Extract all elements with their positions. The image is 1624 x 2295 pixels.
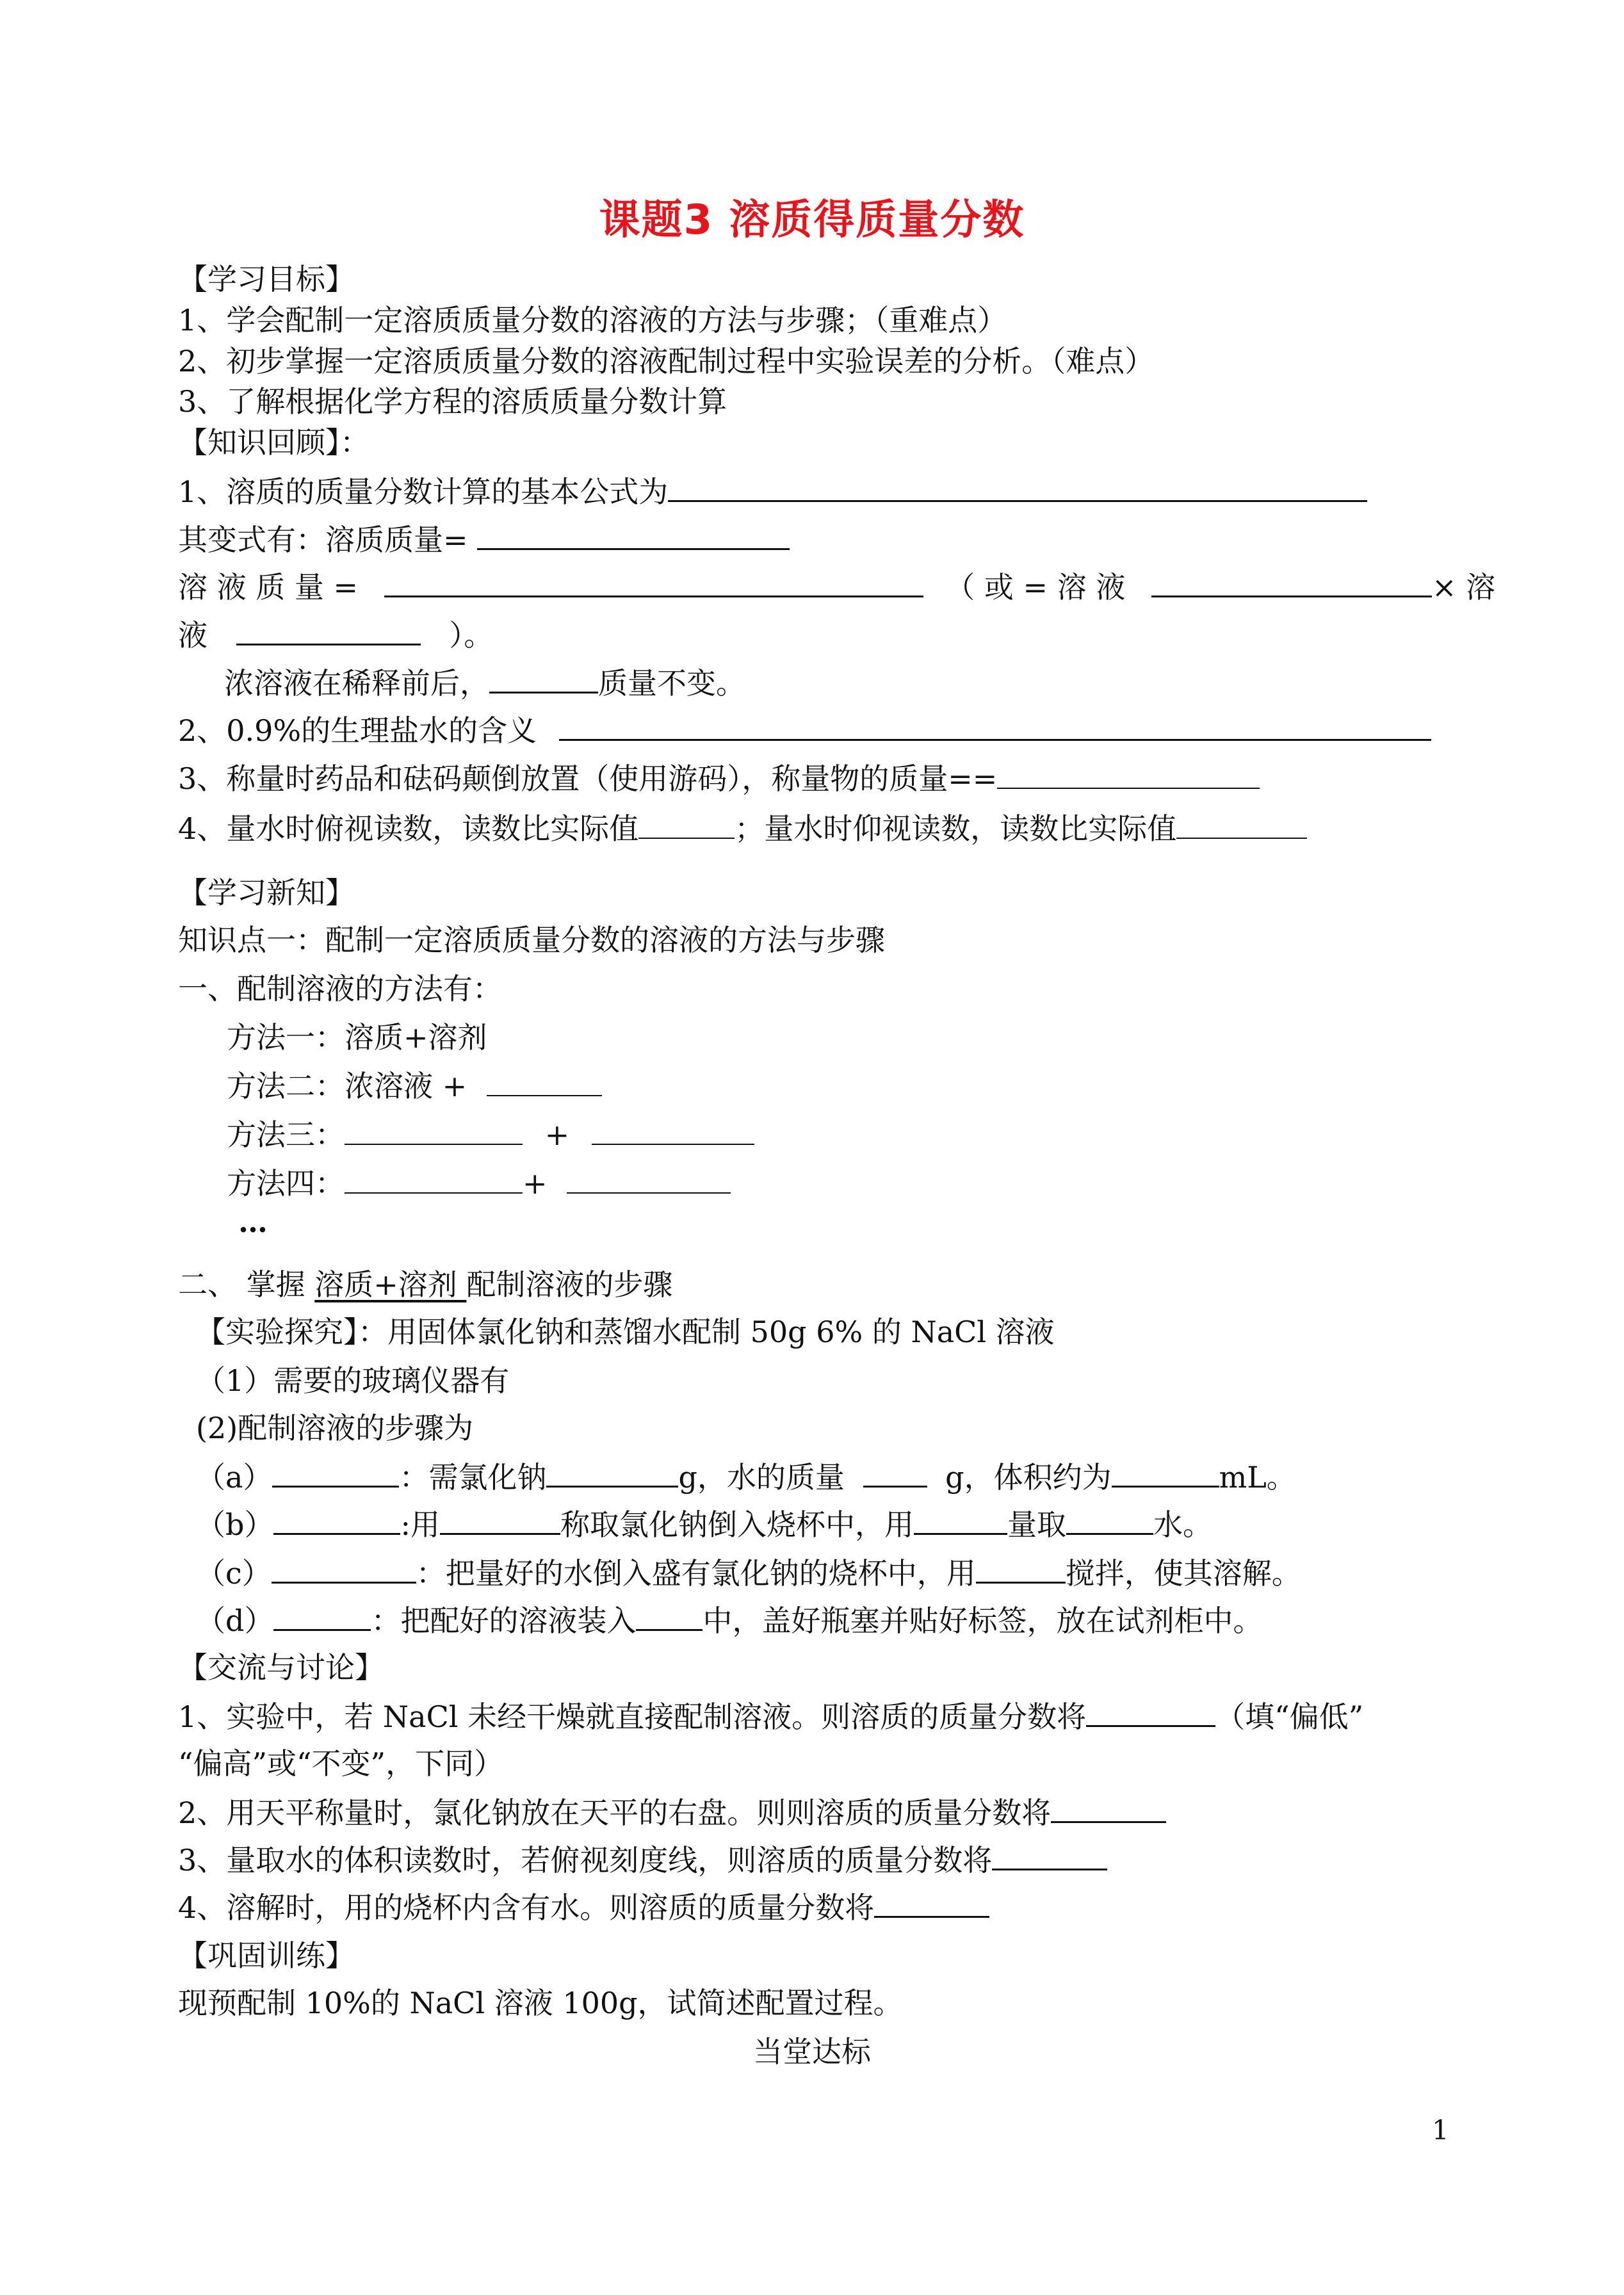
stir-tool-blank[interactable]: [976, 1553, 1066, 1584]
step-b-label: （b）: [196, 1507, 274, 1542]
mass-blank[interactable]: [997, 759, 1260, 789]
discussion-q3-text: 3、量取水的体积读数时，若俯视刻度线，则溶质的质量分数将: [178, 1843, 993, 1877]
review-liquid: [178, 615, 493, 654]
goal-item-2: 2、初步掌握一定溶质质量分数的溶液配制过程中实验误差的分析。（难点）: [178, 344, 1155, 378]
ellipsis: …: [238, 1204, 268, 1239]
formula-blank[interactable]: [668, 472, 1367, 502]
method-4-blank-a[interactable]: [345, 1164, 523, 1194]
step-d-label: （d）: [196, 1603, 274, 1638]
step-d-text: ：把配好的溶液装入: [371, 1603, 637, 1638]
step-d-blank[interactable]: [273, 1601, 371, 1631]
water-volume-blank[interactable]: [1112, 1457, 1219, 1488]
discussion-q2-text: 2、用天平称量时，氯化钠放在天平的右盘。则则溶质的质量分数将: [178, 1796, 1052, 1830]
fraction-blank[interactable]: [236, 615, 421, 645]
discussion-q4-text: 4、溶解时，用的烧杯内含有水。则溶质的质量分数将: [178, 1890, 875, 1925]
method-3-blank-a[interactable]: [345, 1115, 523, 1145]
method-1: 方法一：溶质+溶剂: [227, 1020, 487, 1055]
practice-heading: 【巩固训练】: [178, 1938, 355, 1973]
step-c-text: ：把量好的水倒入盛有氯化钠的烧杯中，用: [416, 1556, 976, 1591]
part2-underlined: 溶质+溶剂: [314, 1267, 467, 1302]
nacl-mass-blank[interactable]: [546, 1457, 678, 1488]
dilute-text: 浓溶液在稀释前后，: [224, 666, 489, 701]
solution-mass-text: 溶 液 质 量 =: [178, 570, 359, 604]
step-b-measure: 量取: [1007, 1507, 1066, 1542]
step-d-end: 中，盖好瓶塞并贴好标签，放在试剂柜中。: [702, 1603, 1263, 1638]
method-3-text: 方法三：: [227, 1117, 345, 1152]
method-2: [227, 1067, 602, 1105]
variant-text: 其变式有：溶质质量=: [178, 523, 468, 557]
review-q2-text: 2、0.9%的生理盐水的含义: [178, 713, 537, 748]
review-q2: [178, 711, 1431, 750]
discussion-q2-blank[interactable]: [1051, 1793, 1166, 1823]
step-c-label: （c）: [196, 1556, 272, 1591]
review-heading: 【知识回顾】：: [178, 425, 369, 460]
discussion-q4: [178, 1888, 989, 1927]
step-b-blank[interactable]: [273, 1505, 400, 1535]
discussion-q1: [178, 1697, 1363, 1736]
review-q3-text: 3、称量时药品和砝码颠倒放置（使用游码），称量物的质量==: [178, 761, 998, 796]
part2-prefix: 二、 掌握: [178, 1267, 315, 1302]
discussion-q1-blank[interactable]: [1086, 1697, 1215, 1727]
step-2-text: (2)配制溶液的步骤为: [196, 1411, 474, 1445]
method-3-plus: +: [544, 1117, 570, 1152]
dilute-after: 质量不变。: [598, 666, 745, 701]
footer-heading: 当堂达标: [753, 2034, 871, 2069]
review-q1: [178, 472, 1367, 511]
methods-title: 一、配制溶液的方法有：: [178, 971, 502, 1006]
discussion-q1-text: 1、实验中，若 NaCl 未经干燥就直接配制溶液。则溶质的质量分数将: [178, 1699, 1087, 1734]
look-up-blank[interactable]: [1176, 809, 1307, 839]
container-blank[interactable]: [636, 1601, 702, 1631]
review-q4b-text: ；量水时仰视读数，读数比实际值: [735, 811, 1177, 846]
solution-mass-blank[interactable]: [384, 567, 923, 597]
solution-blank[interactable]: [1151, 567, 1432, 597]
part2-title: [178, 1265, 672, 1304]
discussion-q3-blank[interactable]: [992, 1840, 1107, 1870]
step-a-unit: mL。: [1219, 1460, 1296, 1495]
step-c-end: 搅拌，使其溶解。: [1065, 1556, 1301, 1591]
discussion-q2: [178, 1793, 1166, 1832]
review-q3: [178, 759, 1260, 798]
review-dilute: [224, 663, 745, 702]
step-d: [196, 1601, 1262, 1640]
solute-mass-blank[interactable]: [477, 520, 790, 550]
goal-item-1: 1、学会配制一定溶质质量分数的溶液的方法与步骤；（重难点）: [178, 303, 1007, 337]
review-variant: [178, 520, 790, 559]
practice-question: 现预配制 10%的 NaCl 溶液 100g，试简述配置过程。: [178, 1986, 903, 2020]
dilute-blank[interactable]: [489, 663, 598, 693]
method-4-blank-b[interactable]: [567, 1164, 731, 1194]
method-3-blank-b[interactable]: [592, 1115, 754, 1145]
review-q1-text: 1、溶质的质量分数计算的基本公式为: [178, 474, 669, 509]
method-4-text: 方法四：: [227, 1166, 345, 1201]
review-q4: [178, 809, 1307, 848]
page-title: 课题3 溶质得质量分数: [599, 197, 1025, 244]
step-b: [196, 1505, 1212, 1544]
new-heading: 【学习新知】: [178, 875, 355, 910]
discussion-heading: 【交流与讨论】: [178, 1650, 384, 1685]
method-4-plus: +: [523, 1166, 548, 1201]
close-paren: ）。: [449, 618, 494, 653]
step-c: [196, 1553, 1301, 1593]
review-solution-mass: [178, 567, 1495, 606]
method-3: [227, 1115, 754, 1154]
saline-blank[interactable]: [559, 711, 1431, 741]
step-1-text: （1）需要的玻璃仪器有: [196, 1363, 510, 1398]
page-number: 1: [1432, 2114, 1449, 2146]
step-a-volume: g，体积约为: [945, 1460, 1112, 1495]
step-c-blank[interactable]: [272, 1553, 416, 1584]
step-a: [196, 1457, 1296, 1496]
part2-suffix: 配制溶液的步骤: [466, 1267, 673, 1302]
review-q4a-text: 4、量水时俯视读数，读数比实际值: [178, 811, 639, 846]
water-amount-blank[interactable]: [1066, 1505, 1153, 1535]
step-a-water: g，水的质量: [678, 1460, 845, 1495]
goals-heading: 【学习目标】: [178, 262, 355, 296]
water-mass-blank[interactable]: [863, 1457, 927, 1488]
cylinder-blank[interactable]: [914, 1505, 1007, 1535]
step-b-text: 称取氯化钠倒入烧杯中，用: [560, 1507, 914, 1542]
step-b-water: 水。: [1153, 1507, 1212, 1542]
step-a-blank[interactable]: [272, 1457, 399, 1488]
experiment-text: 【实验探究】：用固体氯化钠和蒸馏水配制 50g 6% 的 NaCl 溶液: [196, 1315, 1055, 1349]
step-a-text: ：需氯化钠: [399, 1460, 547, 1495]
method-2-text: 方法二：浓溶液 +: [227, 1069, 467, 1103]
liquid-text: 液: [178, 618, 207, 653]
point1-text: 知识点一：配制一定溶质质量分数的溶液的方法与步骤: [178, 923, 885, 957]
discussion-q1-cont: “偏高”或“不变”，下同）: [178, 1746, 504, 1781]
step-b-use: :用: [400, 1507, 440, 1542]
discussion-q3: [178, 1840, 1107, 1879]
discussion-q1-hint: （填“偏低”: [1215, 1699, 1364, 1734]
look-down-blank[interactable]: [638, 809, 735, 839]
or-solution-text: （ 或 = 溶 液: [945, 570, 1126, 604]
step-a-label: （a）: [196, 1460, 273, 1495]
method-2-blank[interactable]: [487, 1067, 602, 1096]
method-4: [227, 1164, 731, 1203]
times-text: × 溶: [1431, 570, 1496, 604]
discussion-q4-blank[interactable]: [874, 1888, 989, 1918]
goal-item-3: 3、了解根据化学方程的溶质质量分数计算: [178, 384, 727, 419]
balance-blank[interactable]: [440, 1505, 560, 1535]
